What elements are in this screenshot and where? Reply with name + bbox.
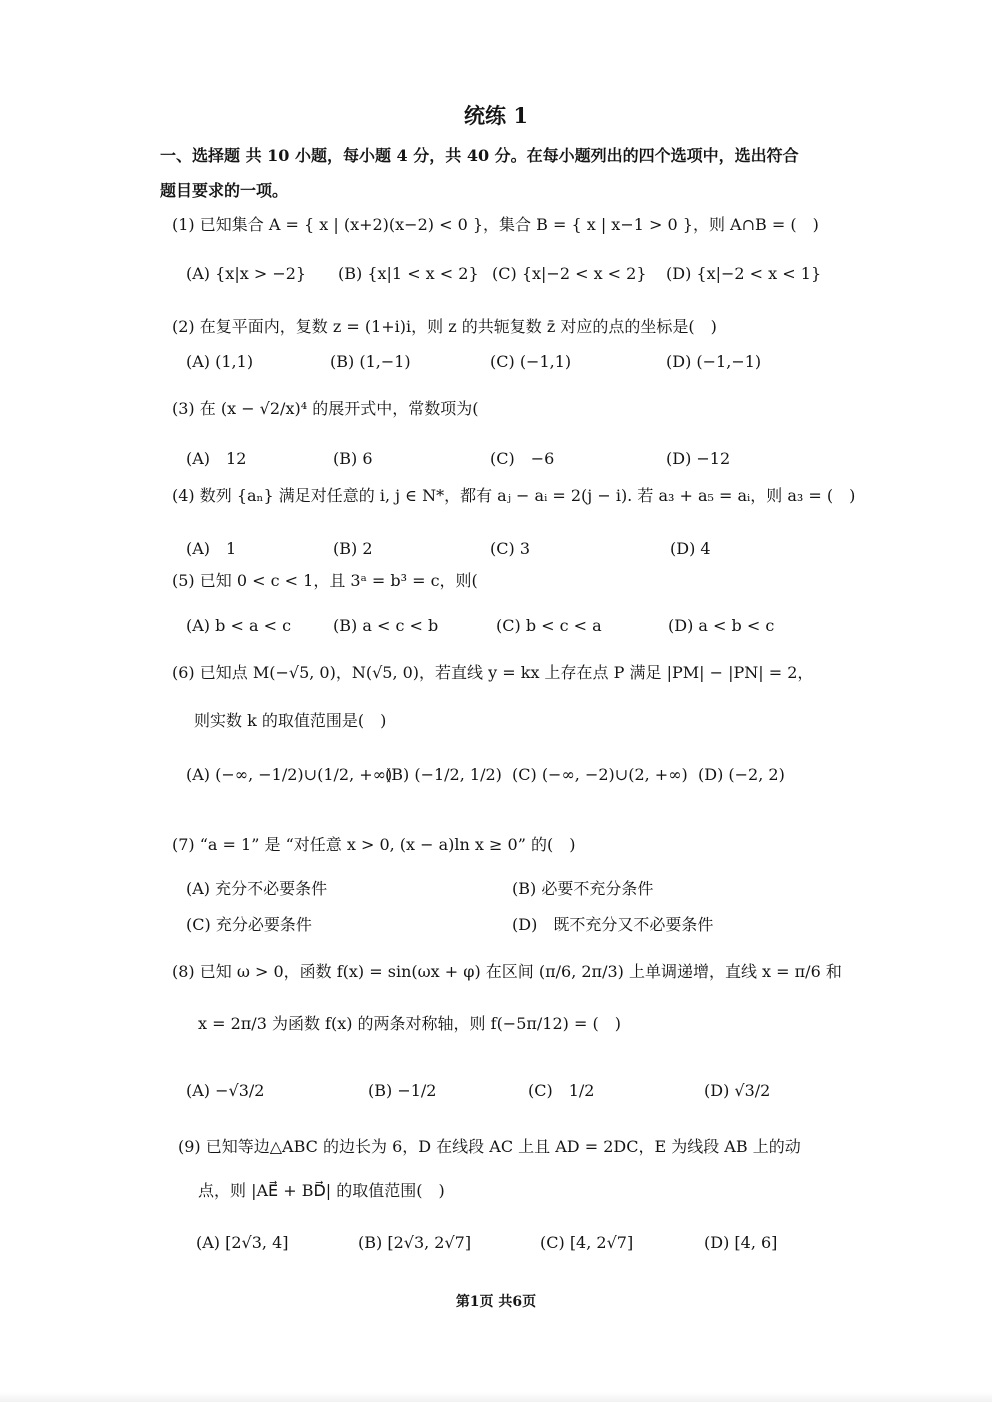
question-9-option-b: (B) [2√3, 2√7] [358, 1233, 472, 1252]
question-8-option-a: (A) −√3/2 [186, 1081, 265, 1100]
question-5-option-b: (B) a < c < b [333, 616, 439, 635]
section-heading-cont: 题目要求的一项。 [160, 181, 289, 200]
question-7-stem: (7) “a = 1” 是 “对任意 x > 0, (x − a)ln x ≥ 0” 的( ) [172, 835, 576, 854]
page-title: 统练 1 [464, 103, 528, 128]
question-4-option-a: (A) 1 [186, 539, 237, 558]
question-7-option-a: (A) 充分不必要条件 [186, 879, 328, 898]
question-3-option-b: (B) 6 [333, 449, 373, 468]
question-6-stem-cont: 则实数 k 的取值范围是( ) [194, 711, 387, 730]
question-9-option-d: (D) [4, 6] [704, 1233, 778, 1252]
question-8-option-b: (B) −1/2 [368, 1081, 437, 1100]
question-5-stem: (5) 已知 0 < c < 1，且 3ᵃ = b³ = c，则( [172, 571, 478, 590]
question-5-option-d: (D) a < b < c [668, 616, 775, 635]
question-1-stem: (1) 已知集合 A = { x | (x+2)(x−2) < 0 }，集合 B = { x | x−1 > 0 }，则 A∩B = ( ) [172, 215, 819, 234]
question-2-stem: (2) 在复平面内，复数 z = (1+i)i，则 z 的共轭复数 z̄ 对应的点的坐标是( ) [172, 317, 717, 336]
question-3-stem: (3) 在 (x − √2/x)⁴ 的展开式中，常数项为( [172, 399, 479, 418]
question-7-option-c: (C) 充分必要条件 [186, 915, 312, 934]
question-9-stem-cont: 点，则 |AE⃗ + BD⃗| 的取值范围( ) [198, 1181, 445, 1200]
question-6-option-d: (D) (−2, 2) [698, 765, 785, 784]
question-1-option-d: (D) {x|−2 < x < 1} [666, 264, 822, 283]
question-3-option-d: (D) −12 [666, 449, 731, 468]
question-3-option-c: (C) −6 [490, 449, 555, 468]
question-6-option-c: (C) (−∞, −2)∪(2, +∞) [512, 765, 688, 784]
question-8-stem: (8) 已知 ω > 0，函数 f(x) = sin(ωx + φ) 在区间 (π/6, 2π/3) 上单调递增，直线 x = π/6 和 [172, 962, 842, 981]
question-7-option-d: (D) 既不充分又不必要条件 [512, 915, 714, 934]
question-6-option-a: (A) (−∞, −1/2)∪(1/2, +∞) [186, 765, 393, 784]
question-4-stem: (4) 数列 {aₙ} 满足对任意的 i, j ∈ N*，都有 aⱼ − aᵢ = 2(j − i). 若 a₃ + a₅ = aᵢ，则 a₃ = ( ) [172, 486, 856, 505]
question-6-option-b: (B) (−1/2, 1/2) [385, 765, 502, 784]
page-footer: 第1页 共6页 [455, 1294, 537, 1310]
section-heading: 一、选择题 共 10 小题，每小题 4 分，共 40 分。在每小题列出的四个选项中，选出符合 [160, 146, 799, 165]
question-2-option-a: (A) (1,1) [186, 352, 254, 371]
question-8-option-d: (D) √3/2 [704, 1081, 771, 1100]
question-4-option-d: (D) 4 [670, 539, 711, 558]
question-1-option-b: (B) {x|1 < x < 2} [338, 264, 479, 283]
question-1-option-c: (C) {x|−2 < x < 2} [492, 264, 647, 283]
question-2-option-c: (C) (−1,1) [490, 352, 572, 371]
question-9-option-c: (C) [4, 2√7] [540, 1233, 634, 1252]
question-4-option-c: (C) 3 [490, 539, 530, 558]
question-2-option-b: (B) (1,−1) [330, 352, 411, 371]
question-9-stem: (9) 已知等边△ABC 的边长为 6，D 在线段 AC 上且 AD = 2DC，E 为线段 AB 上的动 [178, 1137, 801, 1156]
question-8-option-c: (C) 1/2 [528, 1081, 595, 1100]
question-9-option-a: (A) [2√3, 4] [196, 1233, 289, 1252]
question-6-stem: (6) 已知点 M(−√5, 0)，N(√5, 0)，若直线 y = kx 上存在点 P 满足 |PM| − |PN| = 2， [172, 663, 814, 682]
question-2-option-d: (D) (−1,−1) [666, 352, 762, 371]
question-8-stem-cont: x = 2π/3 为函数 f(x) 的两条对称轴，则 f(−5π/12) = ( ) [198, 1014, 621, 1033]
question-3-option-a: (A) 12 [186, 449, 247, 468]
question-5-option-a: (A) b < a < c [186, 616, 292, 635]
question-1-option-a: (A) {x|x > −2} [186, 264, 307, 283]
question-7-option-b: (B) 必要不充分条件 [512, 879, 654, 898]
question-4-option-b: (B) 2 [333, 539, 373, 558]
question-5-option-c: (C) b < c < a [496, 616, 602, 635]
page-edge [0, 1392, 992, 1402]
